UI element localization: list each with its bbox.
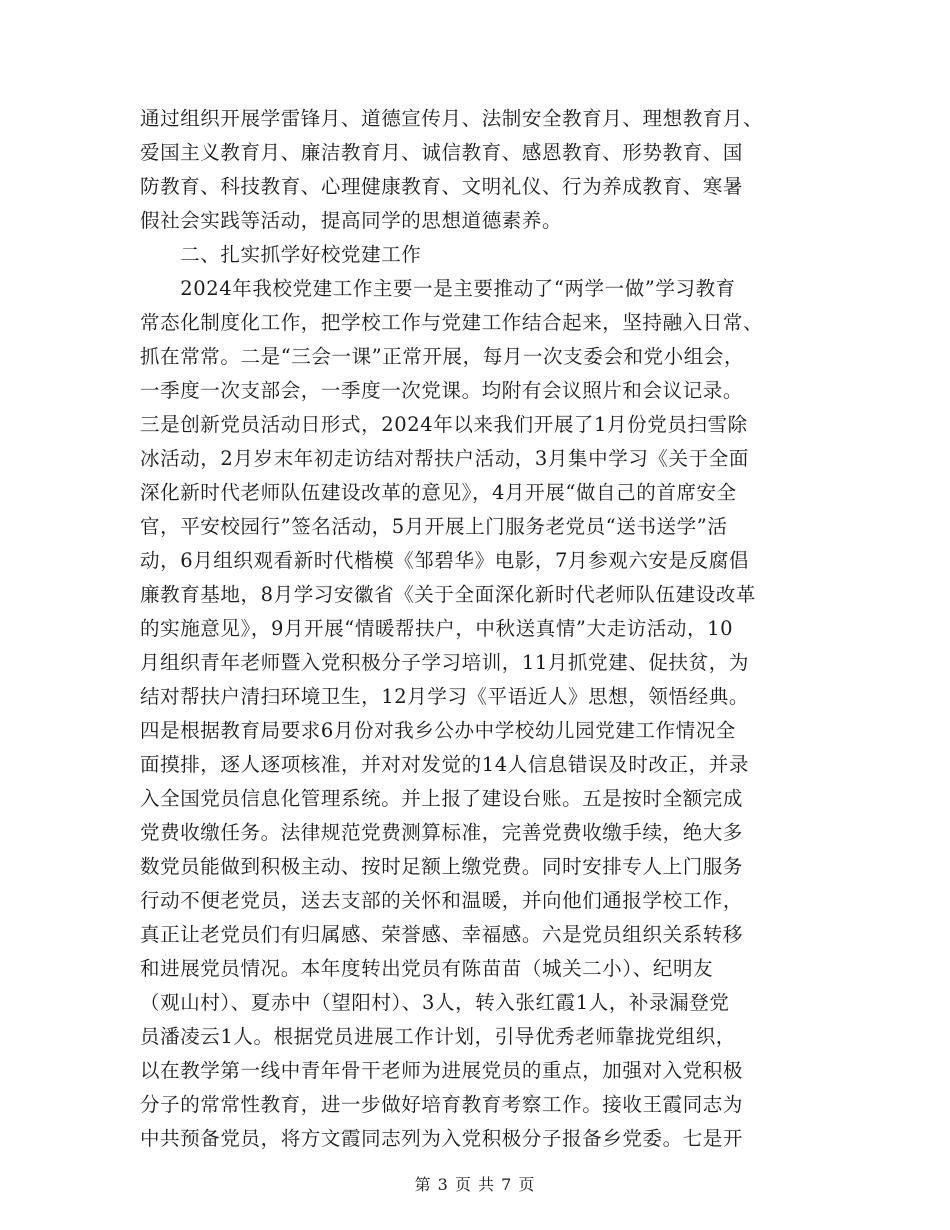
text-line: 和进展党员情况。本年度转出党员有陈苗苗（城关二小）、纪明友 <box>140 957 714 980</box>
text-line: 深化新时代老师队伍建设改革的意见》，4月开展“做自己的首席安全 <box>140 481 737 504</box>
text-line: 假社会实践等活动，提高同学的思想道德素养。 <box>140 209 563 232</box>
text-line: 四是根据教育局要求6月份对我乡公办中学校幼儿园党建工作情况全 <box>140 719 736 742</box>
text-line: 三是创新党员活动日形式，2024年以来我们开展了1月份党员扫雪除 <box>140 413 748 436</box>
text-line: 常态化制度化工作，把学校工作与党建工作结合起来，坚持融入日常、 <box>140 311 764 334</box>
text-line: 分子的常常性教育，进一步做好培育教育考察工作。接收王霞同志为 <box>140 1093 744 1116</box>
text-line: 冰活动，2月岁末年初走访结对帮扶户活动，3月集中学习《关于全面 <box>140 447 749 470</box>
text-line: 面摸排，逐人逐项核准，并对对发觉的14人信息错误及时改正，并录 <box>140 753 749 776</box>
text-line: 爱国主义教育月、廉洁教育月、诚信教育、感恩教育、形势教育、国 <box>140 141 744 164</box>
document-body <box>140 102 812 1156</box>
text-line: 入全国党员信息化管理系统。并上报了建设台账。五是按时全额完成 <box>140 787 744 810</box>
text-line: 2024年我校党建工作主要一是主要推动了“两学一做”学习教育 <box>140 277 736 300</box>
text-line: 官，平安校园行”签名活动，5月开展上门服务老党员“送书送学”活 <box>140 515 728 538</box>
text-line: 一季度一次支部会，一季度一次党课。均附有会议照片和会议记录。 <box>140 379 744 402</box>
text-line: 的实施意见》，9月开展“情暖帮扶户，中秋送真情”大走访活动，10 <box>140 617 734 640</box>
text-line: 行动不便老党员，送去支部的关怀和温暖，并向他们通报学校工作， <box>140 889 744 912</box>
text-line: 通过组织开展学雷锋月、道德宣传月、法制安全教育月、理想教育月、 <box>140 107 764 130</box>
text-line: 廉教育基地，8月学习安徽省《关于全面深化新时代老师队伍建设改革 <box>140 583 757 606</box>
text-line: 抓在常常。二是“三会一课”正常开展，每月一次支委会和党小组会， <box>140 345 745 368</box>
page-footer: 第 3 页 共 7 页 <box>414 1175 536 1194</box>
text-line: 结对帮扶户清扫环境卫生，12月学习《平语近人》思想，领悟经典。 <box>140 685 749 708</box>
text-line: 党费收缴任务。法律规范党费测算标准，完善党费收缴手续，绝大多 <box>140 821 744 844</box>
text-line: 中共预备党员，将方文霞同志列为入党积极分子报备乡党委。七是开 <box>140 1127 744 1150</box>
text-line: 员潘凌云1人。根据党员进展工作计划，引导优秀老师靠拢党组织， <box>140 1025 736 1048</box>
text-line: 以在教学第一线中青年骨干老师为进展党员的重点，加强对入党积极 <box>140 1059 744 1082</box>
text-line: 二、扎实抓学好校党建工作 <box>140 243 422 266</box>
text-line: （观山村）、夏赤中（望阳村）、3人，转入张红霞1人，补录漏登党 <box>140 991 730 1014</box>
text-line: 月组织青年老师暨入党积极分子学习培训，11月抓党建、促扶贫，为 <box>140 651 749 674</box>
text-line: 动，6月组织观看新时代楷模《邹碧华》电影，7月参观六安是反腐倡 <box>140 549 749 572</box>
text-line: 防教育、科技教育、心理健康教育、文明礼仪、行为养成教育、寒暑 <box>140 175 744 198</box>
text-line: 真正让老党员们有归属感、荣誉感、幸福感。六是党员组织关系转移 <box>140 923 744 946</box>
text-line: 数党员能做到积极主动、按时足额上缴党费。同时安排专人上门服务 <box>140 855 744 878</box>
